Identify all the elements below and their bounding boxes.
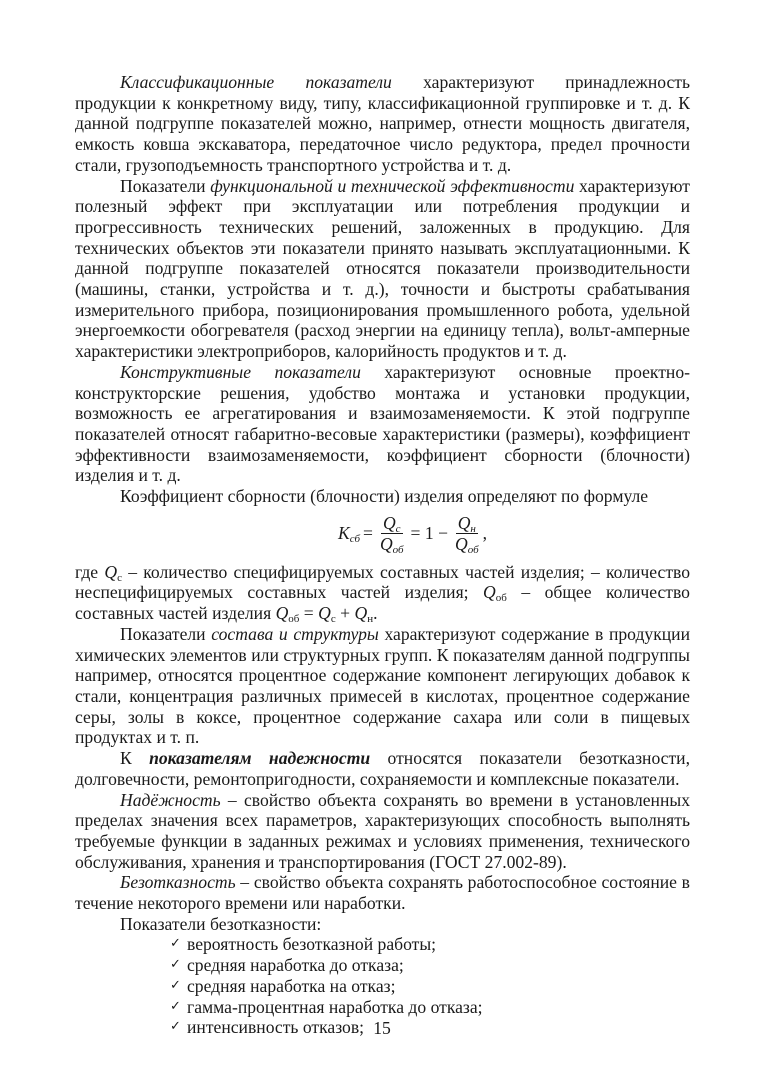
fraction-1 xyxy=(378,513,406,557)
fraction-2-numerator xyxy=(456,513,478,534)
text-run: К xyxy=(120,748,150,769)
assembly-coefficient-formula xyxy=(135,509,690,559)
text-run: Показатели xyxy=(120,175,211,196)
paragraph xyxy=(75,72,690,176)
subscript: об xyxy=(288,613,300,626)
check-mark-icon: ✓ xyxy=(170,936,181,952)
subscript: с xyxy=(117,571,122,584)
paragraph xyxy=(75,176,690,362)
text-run: где xyxy=(75,561,105,582)
q-sub: н xyxy=(470,523,476,536)
paragraph xyxy=(75,872,690,913)
italic-term: состава и структуры xyxy=(211,623,379,644)
q: Q xyxy=(379,534,393,555)
q: Q xyxy=(455,534,468,555)
list-item xyxy=(170,997,690,1018)
formula-k: K xyxy=(337,523,350,544)
italic-term: Q xyxy=(318,603,331,624)
paragraphs-top xyxy=(75,72,690,507)
paragraphs-bottom xyxy=(75,562,690,935)
fraction-2 xyxy=(453,513,481,557)
text-run: – свойство объекта сохранять работоспособное состояние в течение некоторого времени или наработки. xyxy=(75,872,690,914)
italic-term: функциональной и технической эффективности xyxy=(210,175,575,196)
paragraph xyxy=(75,748,690,789)
text-run: Показатели xyxy=(120,623,212,644)
formula-equals: = xyxy=(363,523,373,544)
paragraph xyxy=(75,562,690,624)
subscript: об xyxy=(495,592,507,605)
subscript: н xyxy=(367,613,374,626)
formula-k-sub: сб xyxy=(349,533,360,546)
page-number: 15 xyxy=(373,1018,391,1038)
check-mark-icon: ✓ xyxy=(170,957,181,973)
fraction-2-denominator xyxy=(453,534,481,557)
paragraph xyxy=(75,362,690,486)
italic-term: Q xyxy=(354,603,368,624)
q-sub: об xyxy=(467,544,479,557)
list-item xyxy=(170,955,690,976)
q: Q xyxy=(457,513,471,534)
italic-term: Безотказность xyxy=(120,872,236,893)
list-item-text: средняя наработка до отказа; xyxy=(187,955,404,976)
list-item-text: средняя наработка на отказ; xyxy=(187,975,396,996)
q: Q xyxy=(382,513,396,534)
text-run: характеризуют содержание в продукции химических элементов или структурных групп. К показателям данной подгруппы например, относятся процентное содержание компонент легирующих добавок к стали, концентрация различных примесей в кислотах, процентное содержание серы, золы в коксе, процентное содержание сахара или соли в пищевых продуктах и т. п. xyxy=(75,623,690,748)
italic-term: Q xyxy=(104,561,118,582)
text-run: характеризуют основные проектно-конструкторские решения, удобство монтажа и установки продукции, возможность ее агрегатирования и взаимозаменяемости. К этой подгруппе показателей относят габаритно-весовые характеристики (размеры), коэффициент эффективности взаимозаменяемости, коэффициент сборности (блочности) изделия и т. д. xyxy=(75,361,690,486)
list-item-text: вероятность безотказной работы; xyxy=(187,934,437,955)
text-run: характеризуют полезный эффект при эксплуатации или потребления продукции и прогрессивность технических решений, заложенных в продукцию. Для технических объектов эти показатели принято называть эксплуатационными. К данной подгруппе показателей относятся показатели производительности (машины, станки, устройства и т. д.), точности и быстроты срабатывания измерительного прибора, позиционирования промышленного робота, удельной энергоемкости обогревателя (расход энергии на единицу тепла), вольт-амперные характеристики электроприборов, калорийность продуктов и т. д. xyxy=(75,175,690,362)
formula-one-minus: = 1 − xyxy=(410,523,448,544)
check-mark-icon: ✓ xyxy=(170,977,181,993)
list-item xyxy=(170,934,690,955)
q-sub: c xyxy=(395,523,401,536)
list-item xyxy=(170,976,690,997)
text-run: характеризуют принадлежность продукции к конкретному виду, типу, классификационной группировке и т. д. К данной подгруппе показателей можно, например, отнести мощность двигателя, емкость ковша экскаватора, передаточное число редуктора, предел прочности стали, грузоподъемность транспортного устройства и т. д. xyxy=(75,72,690,175)
text-run: – количество специфицируемых составных частей изделия; – количество неспецифицируемых составных частей изделия; xyxy=(75,561,691,603)
subscript: с xyxy=(330,613,336,626)
text-run: – свойство объекта сохранять во времени в установленных пределах значения всех параметров, характеризующих способность выполнять требуемые функции в заданных режимах и условиях применения, технического обслуживания, хранения и транспортирования (ГОСТ 27.002-89). xyxy=(75,789,690,872)
fraction-1-numerator xyxy=(381,513,403,534)
italic-term: Классификационные показатели xyxy=(120,72,392,92)
fraction-1-denominator xyxy=(378,534,406,557)
text-run: = xyxy=(299,603,319,624)
document-page xyxy=(75,72,690,1038)
paragraph xyxy=(75,486,690,507)
italic-term: Надёжность xyxy=(120,789,221,810)
list-item-text: гамма-процентная наработка до отказа; xyxy=(187,996,483,1017)
text-run: относятся показатели безотказности, долговечности, ремонтопригодности, сохраняемости и комплексные показатели. xyxy=(75,748,690,789)
italic-term: Q xyxy=(275,603,289,624)
text-run: + xyxy=(335,603,355,624)
italic-term: Q xyxy=(483,582,496,603)
paragraph xyxy=(75,790,690,873)
text-run: – общее количество составных частей изделия xyxy=(75,582,690,624)
check-mark-icon: ✓ xyxy=(170,998,181,1014)
q-sub: об xyxy=(392,544,404,557)
check-mark-icon: ✓ xyxy=(170,1019,181,1035)
paragraph xyxy=(75,624,690,748)
bold-italic-term: показателям надежности xyxy=(149,748,371,769)
text-run: . xyxy=(373,603,378,624)
text-run: Показатели безотказности: xyxy=(120,913,322,934)
paragraph xyxy=(75,914,690,935)
list-item-text: интенсивность отказов; xyxy=(187,1017,365,1038)
formula-lhs xyxy=(338,523,360,544)
text-run: Коэффициент сборности (блочности) изделия определяют по формуле xyxy=(120,486,649,507)
italic-term: Конструктивные показатели xyxy=(120,361,361,382)
formula-comma: , xyxy=(482,523,488,544)
